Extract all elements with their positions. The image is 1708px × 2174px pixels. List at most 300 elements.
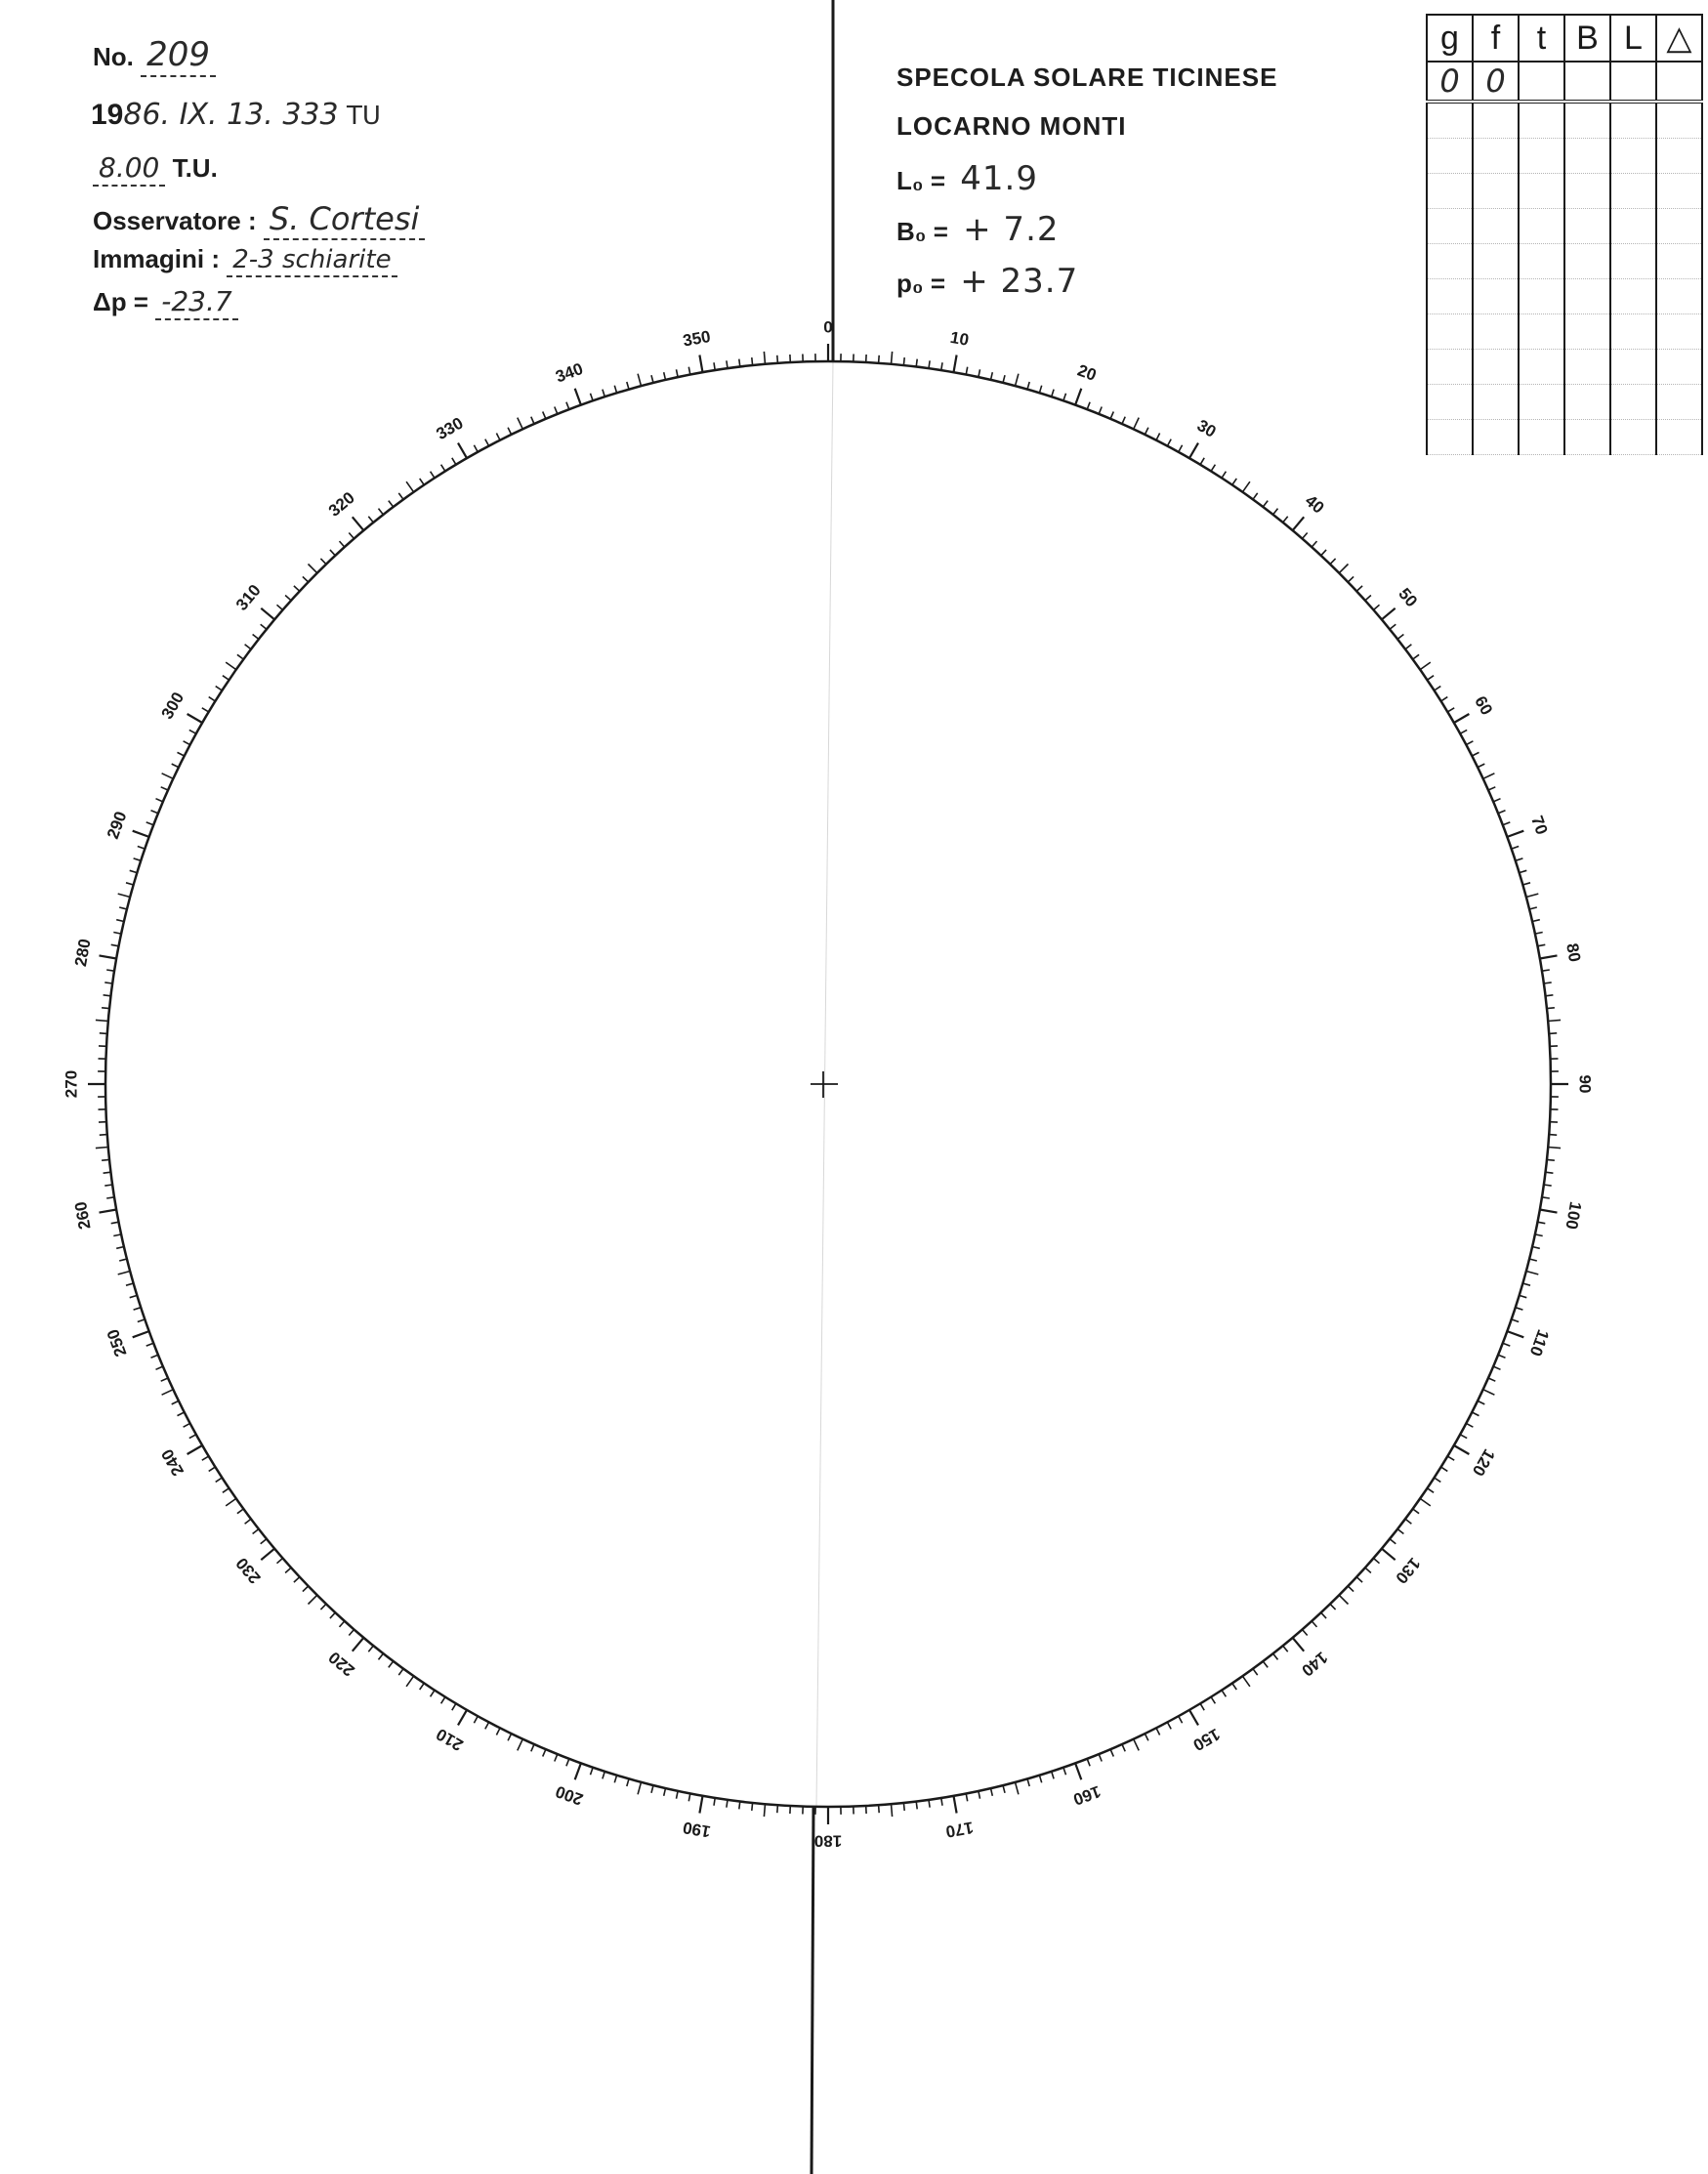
degree-tick: [96, 1148, 108, 1149]
degree-tick: [277, 1559, 283, 1564]
degree-tick: [349, 1630, 354, 1636]
degree-tick: [441, 1697, 445, 1704]
degree-tick: [485, 439, 489, 446]
observatory-line-2: LOCARNO MONTI: [896, 111, 1127, 141]
degree-tick: [1283, 517, 1288, 523]
degree-tick: [1535, 1234, 1543, 1236]
degree-label-350: 350: [681, 326, 713, 351]
degree-tick: [245, 1519, 251, 1524]
degree-tick: [1529, 907, 1537, 909]
degree-tick: [727, 1800, 728, 1808]
degree-tick: [1145, 428, 1148, 435]
degree-tick: [178, 1412, 185, 1416]
degree-tick: [1348, 576, 1354, 582]
degree-tick: [294, 1577, 300, 1582]
degree-tick: [1075, 389, 1081, 405]
degree-tick: [1447, 1456, 1454, 1460]
degree-tick: [156, 1366, 163, 1369]
degree-tick: [1016, 374, 1019, 387]
degree-tick: [954, 355, 957, 373]
degree-tick: [1382, 608, 1396, 620]
col-header-B: B: [1564, 15, 1610, 62]
delta-p-value: -23.7: [155, 285, 237, 320]
degree-tick: [1435, 1478, 1441, 1482]
col-header-g: g: [1427, 15, 1473, 62]
degree-tick: [223, 676, 229, 681]
degree-tick: [118, 894, 131, 897]
degree-tick: [752, 1803, 753, 1811]
degree-tick: [102, 1008, 109, 1009]
degree-tick: [113, 933, 121, 935]
degree-tick: [699, 355, 702, 373]
degree-tick: [216, 687, 223, 690]
south-axis-line: [812, 1807, 813, 2174]
degree-tick: [261, 1539, 267, 1544]
col-header-delta: △: [1656, 15, 1702, 62]
degree-tick: [172, 1401, 179, 1404]
degree-tick: [1540, 955, 1558, 958]
degree-tick: [294, 586, 300, 591]
degree-tick: [1441, 697, 1448, 701]
degree-tick: [1542, 1197, 1550, 1198]
degree-tick: [1167, 439, 1171, 446]
degree-label-110: 110: [1525, 1326, 1553, 1359]
degree-tick: [1493, 799, 1500, 802]
degree-tick: [929, 360, 930, 368]
degree-label-320: 320: [324, 487, 358, 521]
degree-label-170: 170: [943, 1818, 976, 1842]
degree-tick: [603, 1772, 604, 1779]
degree-tick: [1312, 541, 1316, 547]
degree-tick: [1435, 687, 1441, 690]
degree-tick: [116, 920, 124, 922]
degree-label-20: 20: [1074, 360, 1100, 385]
cell-f-value: 0: [1485, 63, 1506, 100]
degree-tick: [1428, 1488, 1435, 1493]
degree-tick: [688, 1793, 690, 1801]
degree-tick: [531, 417, 534, 424]
degree-tick: [1460, 1435, 1467, 1439]
degree-label-260: 260: [70, 1199, 95, 1232]
degree-tick: [133, 831, 149, 837]
degree-tick: [651, 375, 653, 383]
degree-tick: [727, 360, 728, 368]
observer-label: Osservatore :: [93, 206, 257, 235]
degree-label-200: 200: [553, 1781, 586, 1810]
degree-tick: [151, 811, 158, 814]
degree-tick: [420, 1684, 425, 1691]
degree-tick: [1339, 1595, 1348, 1604]
degree-tick: [1542, 970, 1550, 971]
degree-tick: [1122, 1744, 1125, 1751]
degree-tick: [1413, 1509, 1419, 1514]
degree-label-10: 10: [948, 327, 971, 350]
degree-tick: [138, 1319, 146, 1322]
degree-tick: [223, 1488, 229, 1493]
degree-tick: [1512, 847, 1520, 850]
degree-tick: [187, 714, 203, 723]
degree-tick: [96, 1020, 108, 1021]
degree-tick: [116, 1247, 124, 1249]
degree-tick: [485, 1722, 489, 1729]
degree-tick: [100, 1210, 117, 1213]
degree-label-140: 140: [1298, 1648, 1332, 1681]
degree-tick: [777, 1805, 778, 1813]
degree-tick: [1075, 1763, 1081, 1779]
degree-tick: [627, 1778, 629, 1786]
degree-tick: [134, 858, 142, 860]
degree-label-250: 250: [103, 1326, 131, 1359]
degree-tick: [368, 517, 373, 523]
degree-tick: [100, 1033, 107, 1034]
param-B0-label: B₀ =: [896, 217, 948, 246]
degree-tick: [237, 654, 243, 659]
date-handwritten: 86. IX. 13. 333: [123, 98, 339, 132]
degree-tick: [379, 1653, 384, 1659]
degree-tick: [916, 1802, 917, 1810]
degree-tick: [1003, 375, 1005, 383]
degree-tick: [1405, 1519, 1411, 1524]
date-century: 19: [91, 99, 124, 131]
degree-tick: [406, 481, 414, 492]
degree-tick: [1273, 509, 1278, 515]
degree-tick: [1454, 1445, 1470, 1454]
degree-tick: [638, 374, 641, 387]
degree-tick: [1348, 1586, 1354, 1592]
degree-tick: [1339, 564, 1348, 573]
degree-tick: [555, 407, 558, 414]
degree-tick: [1253, 1669, 1258, 1675]
degree-label-280: 280: [70, 937, 95, 969]
degree-tick: [1145, 1734, 1148, 1740]
degree-tick: [1134, 1739, 1140, 1751]
degree-tick: [1099, 1754, 1102, 1761]
degree-tick: [627, 382, 629, 390]
degree-tick: [664, 372, 666, 380]
degree-label-300: 300: [157, 689, 188, 723]
degree-tick: [1405, 645, 1411, 649]
degree-tick: [496, 1728, 500, 1735]
date-suffix: TU: [346, 102, 381, 131]
degree-tick: [543, 1749, 546, 1756]
degree-tick: [954, 1796, 957, 1814]
degree-tick: [178, 752, 185, 756]
degree-tick: [1544, 982, 1552, 983]
degree-label-270: 270: [62, 1069, 81, 1099]
degree-label-230: 230: [231, 1554, 265, 1588]
degree-tick: [162, 773, 174, 779]
cell-g-value: 0: [1439, 63, 1460, 100]
degree-tick: [389, 501, 394, 507]
degree-tick: [104, 1185, 112, 1186]
degree-tick: [903, 357, 904, 365]
col-header-t: t: [1519, 15, 1564, 62]
degree-label-130: 130: [1392, 1554, 1425, 1588]
degree-tick: [739, 359, 740, 367]
degree-tick: [929, 1800, 930, 1808]
degree-tick: [130, 1295, 138, 1297]
degree-tick: [156, 799, 163, 802]
degree-tick: [1253, 493, 1258, 499]
degree-tick: [1478, 1401, 1484, 1404]
degree-tick: [1003, 1785, 1005, 1793]
degree-tick: [1520, 870, 1527, 872]
degree-tick: [162, 1390, 174, 1396]
degree-tick: [1303, 1630, 1308, 1636]
degree-tick: [1522, 1283, 1530, 1285]
degree-tick: [398, 493, 403, 499]
degree-tick: [764, 1804, 765, 1817]
degree-tick: [172, 764, 179, 768]
degree-tick: [508, 1734, 512, 1740]
degree-tick: [1293, 517, 1305, 530]
degree-tick: [1283, 1646, 1288, 1651]
degree-tick: [714, 362, 715, 370]
degree-tick: [1507, 831, 1523, 837]
degree-tick: [1466, 741, 1473, 745]
col-header-f: f: [1473, 15, 1519, 62]
degree-tick: [1242, 481, 1250, 492]
degree-tick: [1110, 1749, 1113, 1756]
degree-tick: [1189, 443, 1198, 459]
degree-tick: [406, 1676, 414, 1687]
degree-tick: [752, 357, 753, 365]
degree-tick: [1488, 1378, 1495, 1381]
degree-tick: [189, 1435, 196, 1439]
degree-tick: [133, 1331, 149, 1337]
degree-tick: [1303, 533, 1308, 539]
degree-tick: [979, 1791, 980, 1799]
degree-tick: [1390, 1539, 1396, 1544]
degree-tick: [1454, 714, 1470, 723]
degree-tick: [614, 1776, 616, 1783]
degree-tick: [614, 386, 616, 394]
degree-tick: [1413, 654, 1419, 659]
degree-tick: [1549, 1135, 1557, 1136]
degree-tick: [1365, 596, 1371, 601]
degree-tick: [1447, 708, 1454, 712]
degree-tick: [340, 541, 345, 547]
time-value: 8.00: [93, 151, 165, 187]
degree-tick: [699, 1796, 702, 1814]
degree-tick: [677, 1791, 679, 1799]
degree-tick: [111, 944, 119, 946]
degree-tick: [903, 1803, 904, 1811]
degree-tick: [1356, 1577, 1362, 1582]
degree-tick: [879, 355, 880, 363]
param-L0-value: 41.9: [960, 159, 1038, 198]
degree-tick: [1532, 1247, 1540, 1249]
degree-tick: [1211, 465, 1215, 472]
degree-tick: [1420, 662, 1431, 670]
degree-tick: [187, 1445, 203, 1454]
degree-label-150: 150: [1189, 1724, 1224, 1755]
degree-tick: [1167, 1722, 1171, 1729]
degree-tick: [100, 1135, 107, 1136]
degree-tick: [1200, 1703, 1204, 1710]
degree-label-90: 90: [1575, 1074, 1595, 1094]
degree-tick: [1535, 933, 1543, 935]
degree-tick: [1330, 559, 1336, 564]
degree-tick: [1179, 1716, 1183, 1723]
degree-tick: [431, 472, 435, 479]
degree-tick: [1526, 1272, 1539, 1275]
degree-tick: [1087, 1759, 1090, 1767]
degree-tick: [1087, 402, 1090, 410]
degree-tick: [261, 608, 274, 620]
images-value: 2-3 schiarite: [227, 245, 396, 277]
degree-tick: [566, 402, 569, 410]
degree-tick: [1027, 382, 1029, 390]
degree-tick: [226, 662, 236, 670]
degree-tick: [531, 1744, 534, 1751]
degree-tick: [237, 1509, 243, 1514]
degree-label-340: 340: [553, 358, 586, 387]
degree-tick: [151, 1355, 158, 1358]
degree-label-180: 180: [813, 1831, 843, 1851]
degree-tick: [106, 970, 114, 971]
degree-tick: [1099, 407, 1102, 414]
degree-tick: [126, 883, 134, 885]
record-number-value: 209: [141, 35, 216, 77]
degree-tick: [1222, 1691, 1226, 1697]
degree-tick: [764, 352, 765, 364]
degree-tick: [1330, 1604, 1336, 1610]
degree-label-240: 240: [157, 1445, 188, 1480]
degree-tick: [1537, 944, 1545, 946]
degree-tick: [892, 1804, 893, 1817]
degree-tick: [1498, 1355, 1505, 1358]
degree-tick: [320, 559, 326, 564]
degree-tick: [1466, 1423, 1473, 1427]
degree-tick: [1537, 1222, 1545, 1224]
degree-tick: [104, 982, 112, 983]
degree-tick: [474, 1716, 478, 1723]
degree-tick: [111, 1222, 119, 1224]
degree-tick: [966, 1793, 968, 1801]
param-p0-label: p₀ =: [896, 269, 946, 298]
degree-tick: [1529, 1259, 1537, 1261]
degree-tick: [879, 1805, 880, 1813]
degree-tick: [1478, 764, 1484, 768]
degree-tick: [1488, 787, 1495, 790]
degree-tick: [458, 443, 467, 459]
record-number-label: No.: [93, 42, 134, 71]
degree-tick: [1503, 822, 1511, 825]
degree-tick: [277, 605, 283, 609]
degree-tick: [1156, 434, 1160, 440]
degree-tick: [100, 955, 117, 958]
degree-tick: [1263, 501, 1268, 507]
degree-tick: [1273, 1653, 1278, 1659]
degree-tick: [991, 372, 993, 380]
degree-tick: [1483, 773, 1495, 779]
degree-tick: [1189, 1710, 1198, 1726]
degree-tick: [398, 1669, 403, 1675]
degree-tick: [353, 1638, 364, 1651]
degree-tick: [184, 1423, 190, 1427]
degree-tick: [202, 1456, 209, 1460]
col-header-L: L: [1610, 15, 1656, 62]
degree-tick: [1200, 458, 1204, 465]
degree-tick: [146, 1343, 154, 1346]
degree-tick: [1544, 1185, 1552, 1186]
degree-tick: [209, 697, 216, 701]
degree-tick: [1390, 624, 1396, 629]
degree-tick: [1512, 1319, 1520, 1322]
degree-tick: [566, 1759, 569, 1767]
degree-tick: [1503, 1343, 1511, 1346]
degree-tick: [1507, 1331, 1523, 1337]
degree-tick: [1293, 1638, 1305, 1651]
degree-tick: [1016, 1782, 1019, 1795]
param-B0-value: + 7.2: [963, 210, 1060, 249]
degree-tick: [340, 1621, 345, 1627]
degree-tick: [1374, 605, 1380, 609]
degree-tick: [518, 1739, 523, 1751]
degree-tick: [441, 465, 445, 472]
degree-tick: [161, 787, 168, 790]
degree-tick: [353, 517, 364, 530]
degree-tick: [1039, 386, 1041, 394]
degree-tick: [1498, 811, 1505, 814]
degree-tick: [508, 428, 512, 435]
degree-label-100: 100: [1562, 1199, 1586, 1232]
degree-tick: [1039, 1776, 1041, 1783]
degree-tick: [651, 1785, 653, 1793]
degree-tick: [349, 533, 354, 539]
degree-tick: [118, 1272, 131, 1275]
degree-label-220: 220: [324, 1648, 358, 1681]
degree-label-310: 310: [231, 580, 265, 614]
degree-tick: [1546, 995, 1554, 996]
degree-tick: [309, 564, 317, 573]
degree-tick: [184, 741, 190, 745]
degree-tick: [966, 367, 968, 375]
param-p0-value: + 23.7: [960, 262, 1079, 301]
degree-tick: [379, 509, 384, 515]
degree-tick: [1063, 1768, 1066, 1776]
degree-tick: [979, 369, 980, 377]
degree-label-120: 120: [1468, 1445, 1499, 1480]
degree-tick: [138, 847, 146, 850]
degree-tick: [1232, 1684, 1237, 1691]
degree-label-50: 50: [1395, 584, 1422, 611]
degree-tick: [1052, 1772, 1054, 1779]
degree-tick: [714, 1798, 715, 1806]
degree-tick: [1263, 1661, 1268, 1667]
degree-tick: [575, 1763, 581, 1779]
degree-label-0: 0: [823, 317, 833, 337]
degree-tick: [591, 394, 594, 401]
degree-tick: [420, 479, 425, 485]
degree-tick: [226, 1498, 236, 1506]
degree-tick: [130, 870, 138, 872]
param-L0-label: L₀ =: [896, 166, 946, 195]
degree-tick: [285, 1568, 291, 1572]
degree-tick: [106, 1197, 114, 1198]
degree-tick: [202, 708, 209, 712]
degree-tick: [603, 390, 604, 397]
degree-label-190: 190: [681, 1818, 713, 1842]
degree-tick: [638, 1782, 641, 1795]
degree-tick: [591, 1768, 594, 1776]
degree-tick: [1522, 883, 1530, 885]
degree-tick: [575, 389, 581, 405]
degree-tick: [1374, 1559, 1380, 1564]
degree-tick: [1321, 1612, 1326, 1618]
degree-tick: [1052, 390, 1054, 397]
